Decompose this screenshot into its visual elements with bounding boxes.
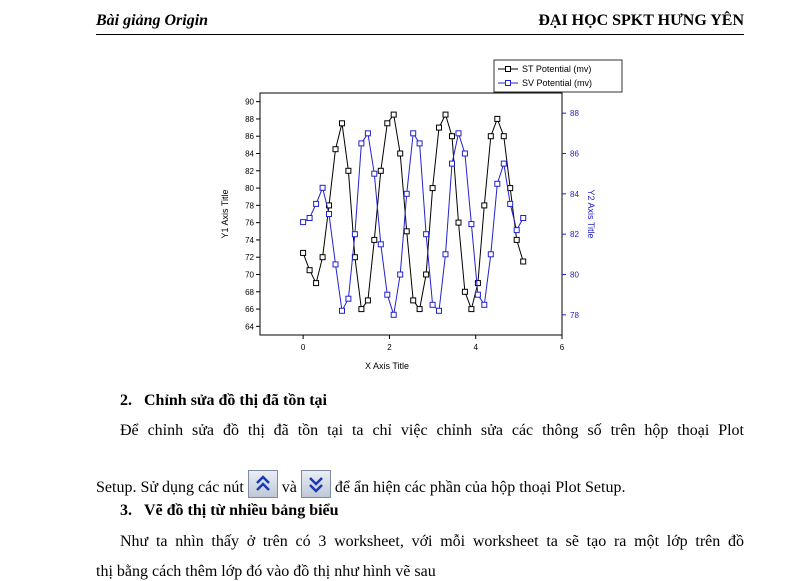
paragraph-2-and: và [281, 479, 297, 496]
data-point [307, 216, 312, 221]
x-tick-label: 6 [559, 343, 565, 352]
expand-up-button[interactable] [248, 470, 278, 498]
data-point [495, 181, 500, 186]
data-point [398, 151, 403, 156]
data-point [424, 272, 429, 277]
data-point [508, 201, 513, 206]
data-point [398, 272, 403, 277]
data-point [469, 307, 474, 312]
data-point [469, 222, 474, 227]
y1-axis [245, 98, 260, 332]
data-point [301, 220, 306, 225]
data-point [391, 312, 396, 317]
data-series [301, 112, 526, 317]
data-point [314, 281, 319, 286]
paragraph-2 [96, 470, 625, 498]
data-point [443, 252, 448, 257]
data-point [314, 201, 319, 206]
data-point [327, 212, 332, 217]
section-3-number: 3. [120, 502, 132, 519]
legend-marker-sv [506, 81, 511, 86]
section-3-heading [120, 502, 339, 520]
y2-axis [562, 109, 579, 320]
section-2-title: Chỉnh sửa đồ thị đã tồn tại [144, 392, 327, 409]
page-header [96, 12, 744, 35]
data-point [514, 228, 519, 233]
data-point [430, 302, 435, 307]
data-point [378, 168, 383, 173]
data-point [372, 171, 377, 176]
data-point [482, 203, 487, 208]
data-point [333, 147, 338, 152]
data-point [411, 298, 416, 303]
expand-down-button[interactable] [301, 470, 331, 498]
y2-tick-label: 82 [570, 230, 579, 240]
data-point [346, 296, 351, 301]
data-point [352, 232, 357, 237]
y1-tick-label: 76 [245, 218, 254, 228]
header-university: ĐẠI HỌC SPKT HƯNG YÊN [538, 12, 744, 29]
data-point [385, 292, 390, 297]
legend-marker-st [506, 67, 511, 72]
data-point [320, 255, 325, 260]
data-point [365, 131, 370, 136]
y1-tick-label: 86 [245, 132, 254, 142]
y2-tick-label: 80 [570, 270, 579, 280]
origin-dual-axis-chart [212, 56, 632, 376]
data-point [488, 134, 493, 139]
y1-tick-label: 74 [245, 235, 254, 245]
data-point [346, 168, 351, 173]
y2-tick-label: 88 [570, 109, 579, 119]
data-point [430, 186, 435, 191]
data-point [456, 220, 461, 225]
paragraph-2-start: Setup. Sử dụng các nút [96, 479, 244, 496]
y1-axis-title: Y1 Axis Title [220, 189, 230, 239]
data-point [404, 229, 409, 234]
data-point [333, 262, 338, 267]
data-point [462, 151, 467, 156]
data-point [372, 237, 377, 242]
data-point [488, 252, 493, 257]
y1-tick-label: 66 [245, 305, 254, 315]
x-tick-label: 0 [300, 343, 306, 352]
y1-tick-label: 68 [245, 287, 254, 297]
data-point [378, 242, 383, 247]
x-tick-label: 2 [387, 343, 392, 352]
header-course-title: Bài giảng Origin [96, 12, 209, 29]
double-chevron-down-icon [302, 471, 330, 497]
data-point [385, 121, 390, 126]
data-point [514, 237, 519, 242]
data-point [495, 116, 500, 121]
x-axis [301, 335, 565, 352]
data-point [417, 307, 422, 312]
x-axis-title: X Axis Title [364, 361, 410, 371]
paragraph-2-end: để ẩn hiện các phần của hộp thoại Plot Setup. [334, 479, 626, 496]
series-line [303, 115, 523, 310]
paragraph-4: thị bằng cách thêm lớp đó vào đồ thị như hình vẽ sau [96, 563, 436, 580]
legend-label-sv: SV Potential (mv) [522, 78, 593, 88]
series-line [303, 133, 523, 314]
y1-tick-label: 64 [245, 322, 254, 332]
y2-tick-label: 84 [570, 189, 579, 199]
section-3-title: Vẽ đồ thị từ nhiều bảng biểu [144, 502, 339, 519]
data-point [443, 112, 448, 117]
data-point [437, 125, 442, 130]
data-point [462, 289, 467, 294]
data-point [501, 134, 506, 139]
data-point [411, 131, 416, 136]
y1-tick-label: 88 [245, 114, 254, 124]
data-point [482, 302, 487, 307]
data-point [404, 191, 409, 196]
data-point [437, 308, 442, 313]
data-point [340, 121, 345, 126]
y1-tick-label: 84 [245, 149, 254, 159]
data-point [365, 298, 370, 303]
data-point [475, 292, 480, 297]
legend [494, 60, 622, 92]
data-point [307, 268, 312, 273]
data-point [456, 131, 461, 136]
y1-tick-label: 80 [245, 184, 254, 194]
data-point [391, 112, 396, 117]
y2-axis-title: Y2 Axis Title [586, 189, 596, 239]
data-point [521, 216, 526, 221]
data-point [521, 259, 526, 264]
y2-tick-label: 78 [570, 310, 579, 320]
paragraph-1: Để chỉnh sửa đồ thị đã tồn tại ta chỉ việc chỉnh sửa các thông số trên hộp thoại Plot [120, 422, 744, 439]
data-point [450, 161, 455, 166]
y1-tick-label: 72 [245, 253, 254, 263]
data-point [475, 281, 480, 286]
legend-label-st: ST Potential (mv) [522, 64, 592, 74]
data-point [417, 141, 422, 146]
y1-tick-label: 70 [245, 270, 254, 280]
data-point [501, 161, 506, 166]
x-tick-label: 4 [473, 343, 478, 352]
data-point [301, 250, 306, 255]
y1-tick-label: 82 [245, 166, 254, 176]
section-2-number: 2. [120, 392, 132, 409]
section-2-heading [120, 392, 327, 410]
y1-tick-label: 90 [245, 97, 254, 107]
y2-tick-label: 86 [570, 149, 579, 159]
data-point [340, 308, 345, 313]
data-point [450, 134, 455, 139]
data-point [320, 185, 325, 190]
data-point [424, 232, 429, 237]
data-point [359, 307, 364, 312]
double-chevron-up-icon [249, 471, 277, 497]
data-point [359, 141, 364, 146]
y1-tick-label: 78 [245, 201, 254, 211]
series-st-potential [301, 112, 526, 312]
paragraph-3: Như ta nhìn thấy ở trên có 3 worksheet, với mỗi worksheet ta sẽ tạo ra một lớp trên đồ [120, 533, 744, 550]
